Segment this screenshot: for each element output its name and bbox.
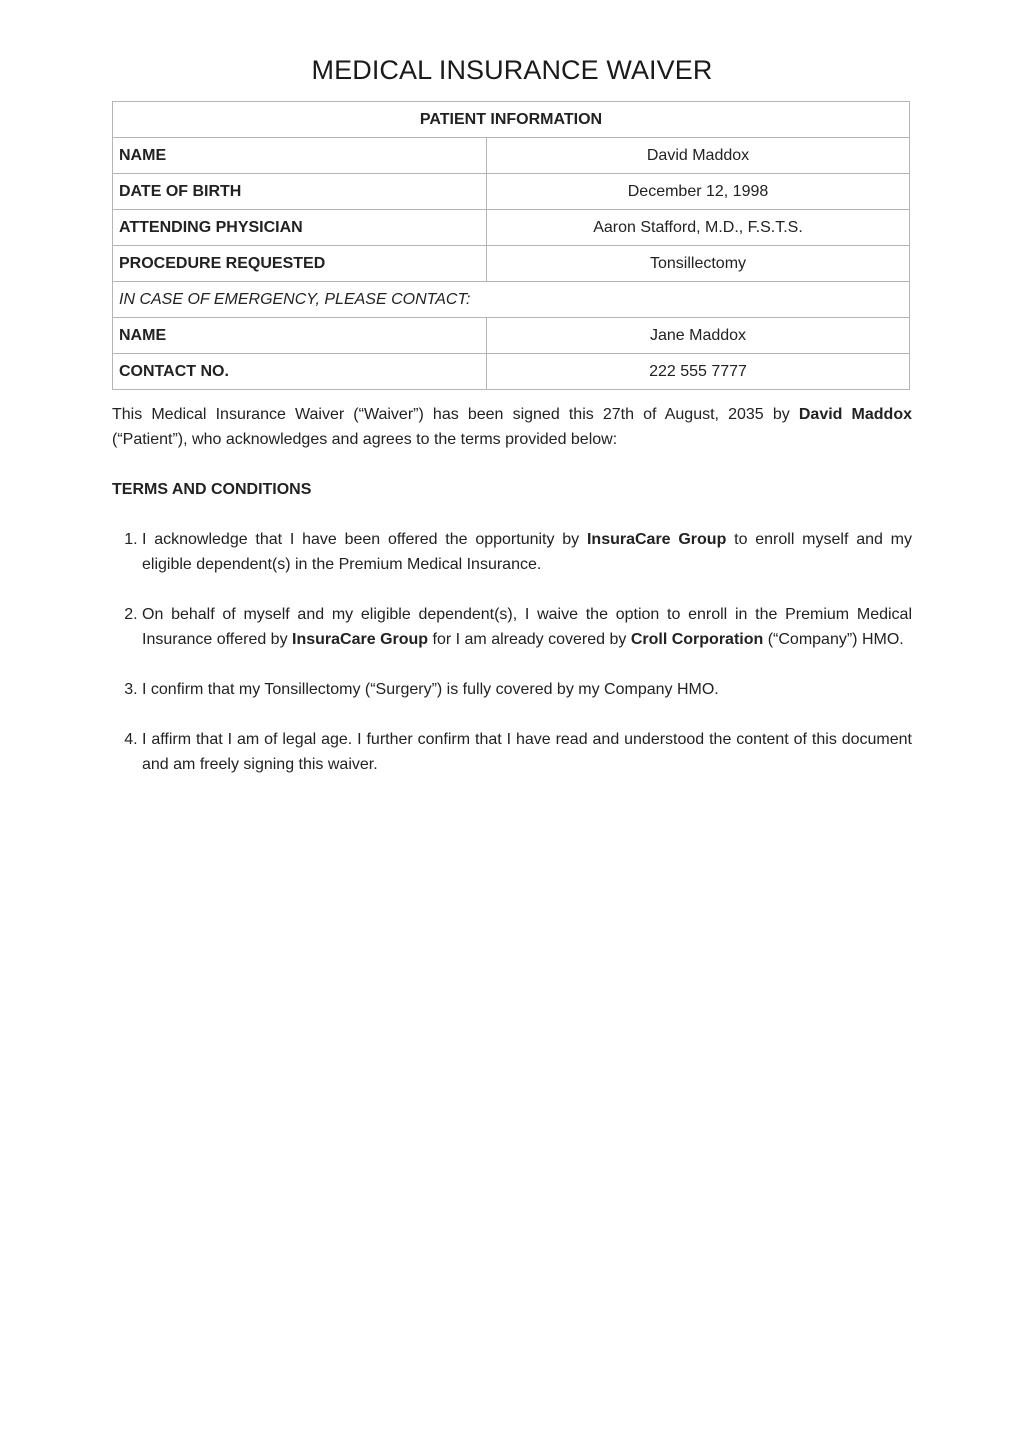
row-label-dob: DATE OF BIRTH: [113, 174, 487, 210]
row-label-emergency-name: NAME: [113, 318, 487, 354]
intro-patient-name: David Maddox: [798, 406, 912, 423]
row-label-name: NAME: [113, 138, 487, 174]
emergency-heading-row: [113, 282, 910, 318]
table-row: [113, 174, 910, 210]
term-text: I confirm that my Tonsillectomy (“Surgery”) is fully covered by my Company HMO.: [142, 681, 719, 698]
intro-text-end: (“Patient”), who acknowledges and agrees to the terms provided below:: [112, 431, 618, 448]
table-header-row: [113, 102, 910, 138]
page-title: MEDICAL INSURANCE WAIVER: [311, 55, 713, 85]
term-text: for I am already covered by: [428, 631, 631, 648]
row-value-contact-no: 222 555 7777: [487, 354, 910, 390]
list-item: [142, 677, 912, 702]
term-bold-text: InsuraCare Group: [292, 631, 429, 648]
term-bold-text: InsuraCare Group: [586, 531, 727, 548]
row-value-dob: December 12, 1998: [487, 174, 910, 210]
list-item: [142, 527, 912, 577]
patient-information-table: [112, 101, 910, 390]
row-value-physician: Aaron Stafford, M.D., F.S.T.S.: [487, 210, 910, 246]
term-text: I affirm that I am of legal age. I further confirm that I have read and understood the content of this document and am freely signing this waiver.: [142, 731, 912, 773]
row-label-physician: ATTENDING PHYSICIAN: [113, 210, 487, 246]
table-row: [113, 246, 910, 282]
term-text: I acknowledge that I have been offered the opportunity by: [142, 531, 587, 548]
table-row: [113, 354, 910, 390]
row-label-procedure: PROCEDURE REQUESTED: [113, 246, 487, 282]
table-row: [113, 210, 910, 246]
term-text: to enroll myself and my eligible dependent(s) in the Premium Medical Insurance.: [142, 531, 913, 573]
term-text: On behalf of myself and my eligible dependent(s), I waive the option to enroll in the Premium Medical Insurance offered by: [142, 606, 912, 648]
row-label-contact-no: CONTACT NO.: [113, 354, 487, 390]
term-text: (“Company”) HMO.: [763, 631, 904, 648]
term-bold-text: Croll Corporation: [630, 631, 764, 648]
list-item: [142, 602, 912, 652]
list-item: [142, 727, 912, 777]
intro-paragraph: [112, 402, 912, 452]
document-page: [112, 0, 912, 802]
terms-heading: TERMS AND CONDITIONS: [112, 481, 312, 498]
row-value-name: David Maddox: [487, 138, 910, 174]
table-row: [113, 138, 910, 174]
emergency-heading: IN CASE OF EMERGENCY, PLEASE CONTACT:: [113, 282, 910, 318]
intro-text-start: This Medical Insurance Waiver (“Waiver”) has been signed this 27th of August, 2035 by: [112, 406, 799, 423]
table-header: PATIENT INFORMATION: [113, 102, 910, 138]
row-value-procedure: Tonsillectomy: [487, 246, 910, 282]
row-value-emergency-name: Jane Maddox: [487, 318, 910, 354]
table-row: [113, 318, 910, 354]
terms-list: [112, 527, 912, 777]
